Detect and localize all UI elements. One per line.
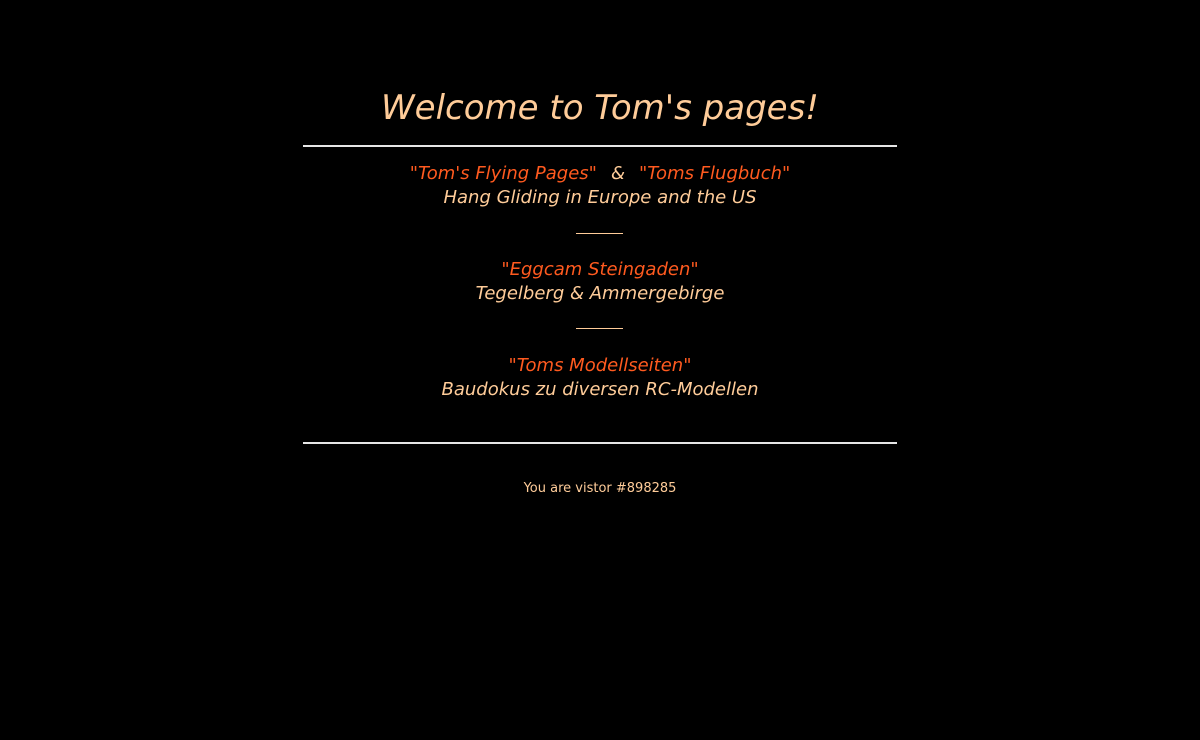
section-separator	[576, 233, 623, 234]
toms-flugbuch-link[interactable]: "Toms Flugbuch"	[639, 163, 791, 184]
section-eggcam	[0, 258, 1200, 306]
section-eggcam-description: Tegelberg & Ammergebirge	[475, 283, 725, 304]
toms-flying-pages-link[interactable]: "Tom's Flying Pages"	[409, 163, 597, 184]
section-flying	[0, 162, 1200, 210]
section-separator	[576, 328, 623, 329]
section-modell	[0, 354, 1200, 402]
top-divider	[303, 145, 897, 147]
bottom-divider	[303, 442, 897, 444]
section-modell-links	[0, 354, 1200, 378]
visitor-counter: You are vistor #898285	[523, 481, 677, 496]
section-eggcam-links	[0, 258, 1200, 282]
section-modell-description: Baudokus zu diversen RC-Modellen	[441, 379, 759, 400]
section-flying-links	[0, 162, 1200, 186]
toms-modellseiten-link[interactable]: "Toms Modellseiten"	[508, 355, 692, 376]
section-flying-description: Hang Gliding in Europe and the US	[443, 187, 757, 208]
page-title: Welcome to Tom's pages!	[381, 88, 819, 128]
eggcam-steingaden-link[interactable]: "Eggcam Steingaden"	[501, 259, 699, 280]
links-joiner: &	[610, 163, 625, 184]
